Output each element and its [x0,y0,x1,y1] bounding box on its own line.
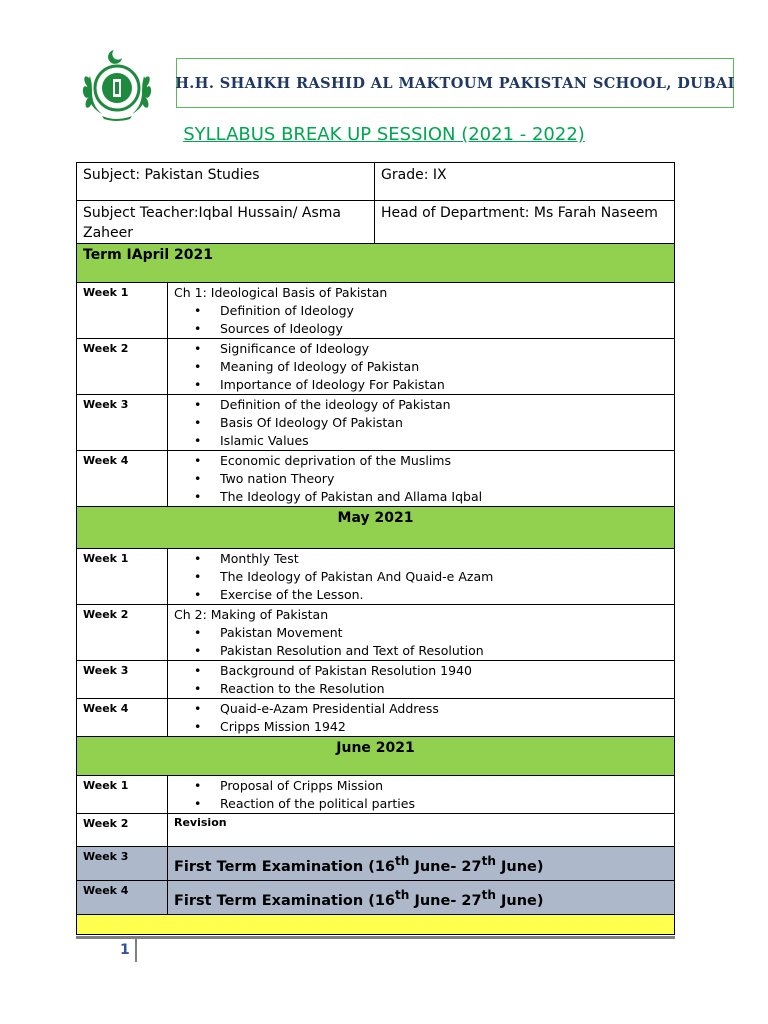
week-content [168,283,675,339]
yellow-band [77,915,675,935]
table-row [77,661,675,699]
exam-cell [168,847,675,881]
table-row [77,283,675,339]
month-row [77,737,675,776]
list-item: • Economic deprivation of the Muslims [220,452,670,470]
exam-superscript: th [395,888,410,902]
list-item: • Basis Of Ideology Of Pakistan [220,414,670,432]
list-item: • Definition of the ideology of Pakistan [220,396,670,414]
week-content [168,699,675,737]
school-name: H.H. SHAIKH RASHID AL MAKTOUM PAKISTAN SCHOOL, DUBAI [175,74,735,92]
table-row [77,451,675,507]
revision-cell: Revision [168,814,675,847]
list-item: • Reaction to the Resolution [220,680,670,698]
topic-list [174,550,670,604]
exam-text: June) [495,858,544,875]
topic-list [174,700,670,736]
exam-row [77,847,675,881]
table-row [77,549,675,605]
week-label: Week 1 [77,283,168,339]
table-row [77,605,675,661]
exam-text: First Term Examination (16 [174,858,396,875]
week-label: Week 2 [77,605,168,661]
list-item: • Background of Pakistan Resolution 1940 [220,662,670,680]
topic-list [174,396,670,450]
list-item: • Two nation Theory [220,470,670,488]
exam-superscript: th [481,888,496,902]
topic-list [174,340,670,394]
chapter-title: Ch 1: Ideological Basis of Pakistan [174,285,388,300]
week-label: Week 1 [77,776,168,814]
table-row [77,776,675,814]
table-row [77,699,675,737]
list-item: • Meaning of Ideology of Pakistan [220,358,670,376]
week-label: Week 4 [77,451,168,507]
exam-text: June- 27 [409,858,482,875]
week-content [168,395,675,451]
week-label: Week 3 [77,847,168,881]
school-name-box [176,58,734,108]
info-row [77,163,675,201]
list-item: • Exercise of the Lesson. [220,586,670,604]
chapter-title: Ch 2: Making of Pakistan [174,607,329,622]
topic-list [174,452,670,506]
page-number-bar [135,938,137,962]
list-item: • The Ideology of Pakistan and Allama Iqbal [220,488,670,506]
week-label: Week 3 [77,661,168,699]
week-label: Week 4 [77,699,168,737]
exam-text: June- 27 [409,892,482,909]
week-content [168,451,675,507]
list-item: • Definition of Ideology [220,302,670,320]
exam-text: First Term Examination (16 [174,892,396,909]
exam-row [77,881,675,915]
list-item: • Sources of Ideology [220,320,670,338]
list-item: • Significance of Ideology [220,340,670,358]
topic-list [174,302,670,338]
week-label: Week 1 [77,549,168,605]
table-row [77,395,675,451]
week-content [168,339,675,395]
week-content [168,549,675,605]
week-content [168,776,675,814]
syllabus-table [76,162,675,935]
table-row [77,339,675,395]
list-item: • Pakistan Resolution and Text of Resolution [220,642,670,660]
info-row [77,201,675,244]
month-heading: May 2021 [77,507,675,549]
list-item: • Reaction of the political parties [220,795,670,813]
week-label: Week 3 [77,395,168,451]
table-row [77,814,675,847]
exam-superscript: th [481,854,496,868]
list-item: • Islamic Values [220,432,670,450]
list-item: • Monthly Test [220,550,670,568]
term-heading: Term IApril 2021 [77,244,675,283]
term-row [77,244,675,283]
school-crest-icon [78,46,156,124]
grade-cell: Grade: IX [375,163,675,201]
week-label: Week 4 [77,881,168,915]
subject-cell: Subject: Pakistan Studies [77,163,375,201]
teacher-cell: Subject Teacher:Iqbal Hussain/ Asma Zaheer [77,201,375,244]
month-heading: June 2021 [77,737,675,776]
list-item: • Importance of Ideology For Pakistan [220,376,670,394]
week-content [168,661,675,699]
topic-list [174,624,670,660]
week-label: Week 2 [77,339,168,395]
list-item: • Pakistan Movement [220,624,670,642]
list-item: • The Ideology of Pakistan And Quaid-e Azam [220,568,670,586]
list-item: • Cripps Mission 1942 [220,718,670,736]
month-row [77,507,675,549]
week-label: Week 2 [77,814,168,847]
exam-text: June) [495,892,544,909]
topic-list [174,777,670,813]
exam-cell [168,881,675,915]
week-content [168,605,675,661]
list-item: • Quaid-e-Azam Presidential Address [220,700,670,718]
footer-divider [76,936,675,939]
page-number: 1 [120,942,130,958]
document-title: SYLLABUS BREAK UP SESSION (2021 - 2022) [183,124,585,145]
hod-cell: Head of Department: Ms Farah Naseem [375,201,675,244]
list-item: • Proposal of Cripps Mission [220,777,670,795]
topic-list [174,662,670,698]
exam-superscript: th [395,854,410,868]
table-row [77,915,675,935]
